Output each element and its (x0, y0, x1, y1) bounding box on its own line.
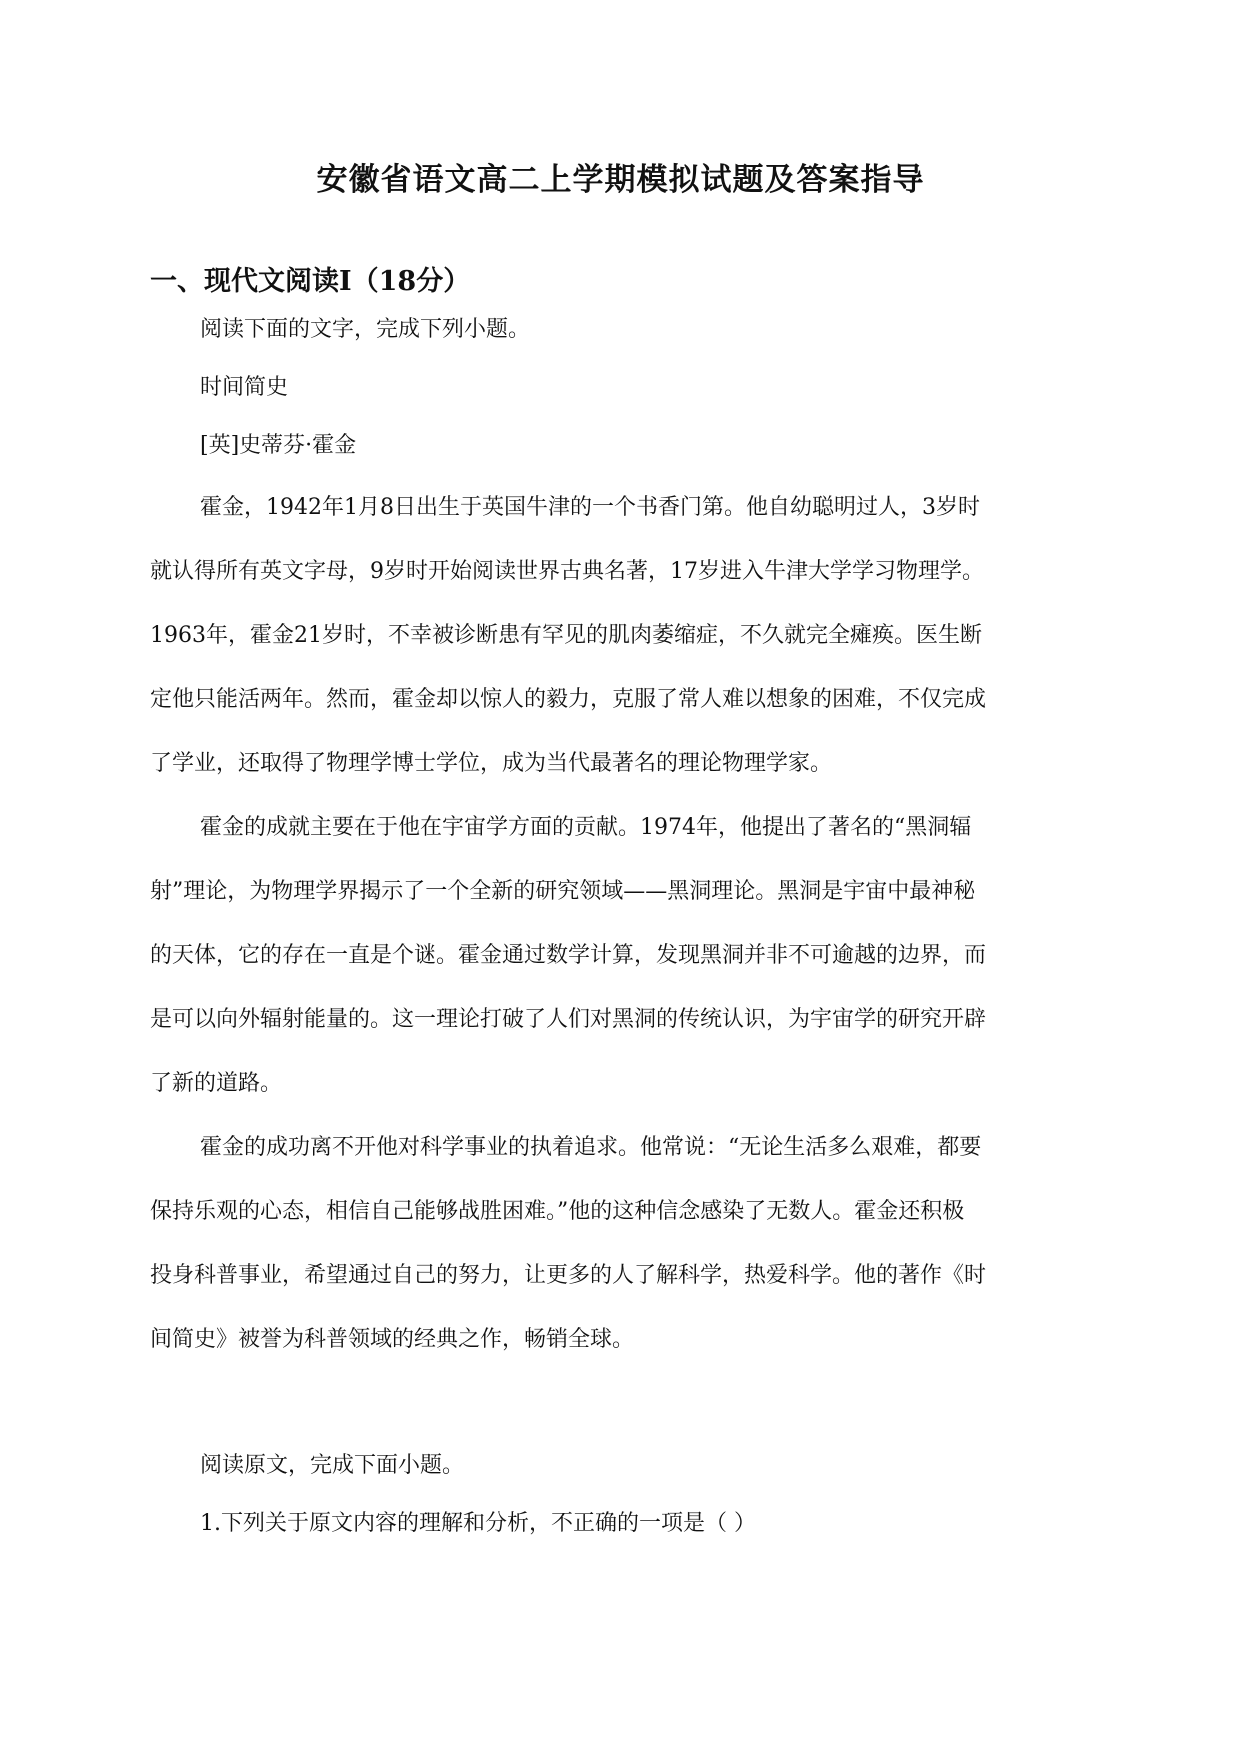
paragraph-line: 间简史》被誉为科普领域的经典之作，畅销全球。 (150, 1327, 635, 1352)
paragraph-line: 是可以向外辐射能量的。这一理论打破了人们对黑洞的传统认识，为宇宙学的研究开辟 (150, 1007, 987, 1032)
paragraph-line: 定他只能活两年。然而，霍金却以惊人的毅力，克服了常人难以想象的困难，不仅完成 (150, 687, 987, 712)
paragraph-line: 霍金的成功离不开他对科学事业的执着追求。他常说：“无论生活多么艰难，都要 (200, 1135, 982, 1160)
paragraph-line: 射”理论，为物理学界揭示了一个全新的研究领域——黑洞理论。黑洞是宇宙中最神秘 (150, 879, 976, 904)
paragraph-line: 了新的道路。 (150, 1071, 283, 1096)
article-title: 时间简史 (200, 375, 289, 400)
paragraph-line: 1963年，霍金21岁时，不幸被诊断患有罕见的肌肉萎缩症，不久就完全瘫痪。医生断 (150, 623, 982, 648)
article-paragraph-3 (150, 1116, 1090, 1372)
document-title: 安徽省语文高二上学期模拟试题及答案指导 (316, 162, 925, 198)
article-paragraph-2 (150, 796, 1090, 1116)
reading-instruction: 阅读下面的文字，完成下列小题。 (200, 317, 531, 342)
article-paragraph-1 (150, 476, 1090, 796)
paragraph-line: 霍金的成就主要在于他在宇宙学方面的贡献。1974年，他提出了著名的“黑洞辐 (200, 815, 972, 840)
task-instruction: 阅读原文，完成下面小题。 (200, 1453, 465, 1478)
paragraph-line: 就认得所有英文字母，9岁时开始阅读世界古典名著，17岁进入牛津大学学习物理学。 (150, 559, 984, 584)
section-heading: 一、现代文阅读Ⅰ（18分） (150, 266, 471, 297)
paragraph-line: 了学业，还取得了物理学博士学位，成为当代最著名的理论物理学家。 (150, 751, 833, 776)
paragraph-line: 的天体，它的存在一直是个谜。霍金通过数学计算，发现黑洞并非不可逾越的边界，而 (150, 943, 987, 968)
article-author: [英]史蒂芬·霍金 (200, 433, 357, 458)
paragraph-line: 保持乐观的心态，相信自己能够战胜困难。”他的这种信念感染了无数人。霍金还积极 (150, 1199, 965, 1224)
question-1: 1.下列关于原文内容的理解和分析，不正确的一项是（ ） (200, 1511, 756, 1536)
paragraph-line: 投身科普事业，希望通过自己的努力，让更多的人了解科学，热爱科学。他的著作《时 (150, 1263, 987, 1288)
paragraph-line: 霍金，1942年1月8日出生于英国牛津的一个书香门第。他自幼聪明过人，3岁时 (200, 495, 980, 520)
